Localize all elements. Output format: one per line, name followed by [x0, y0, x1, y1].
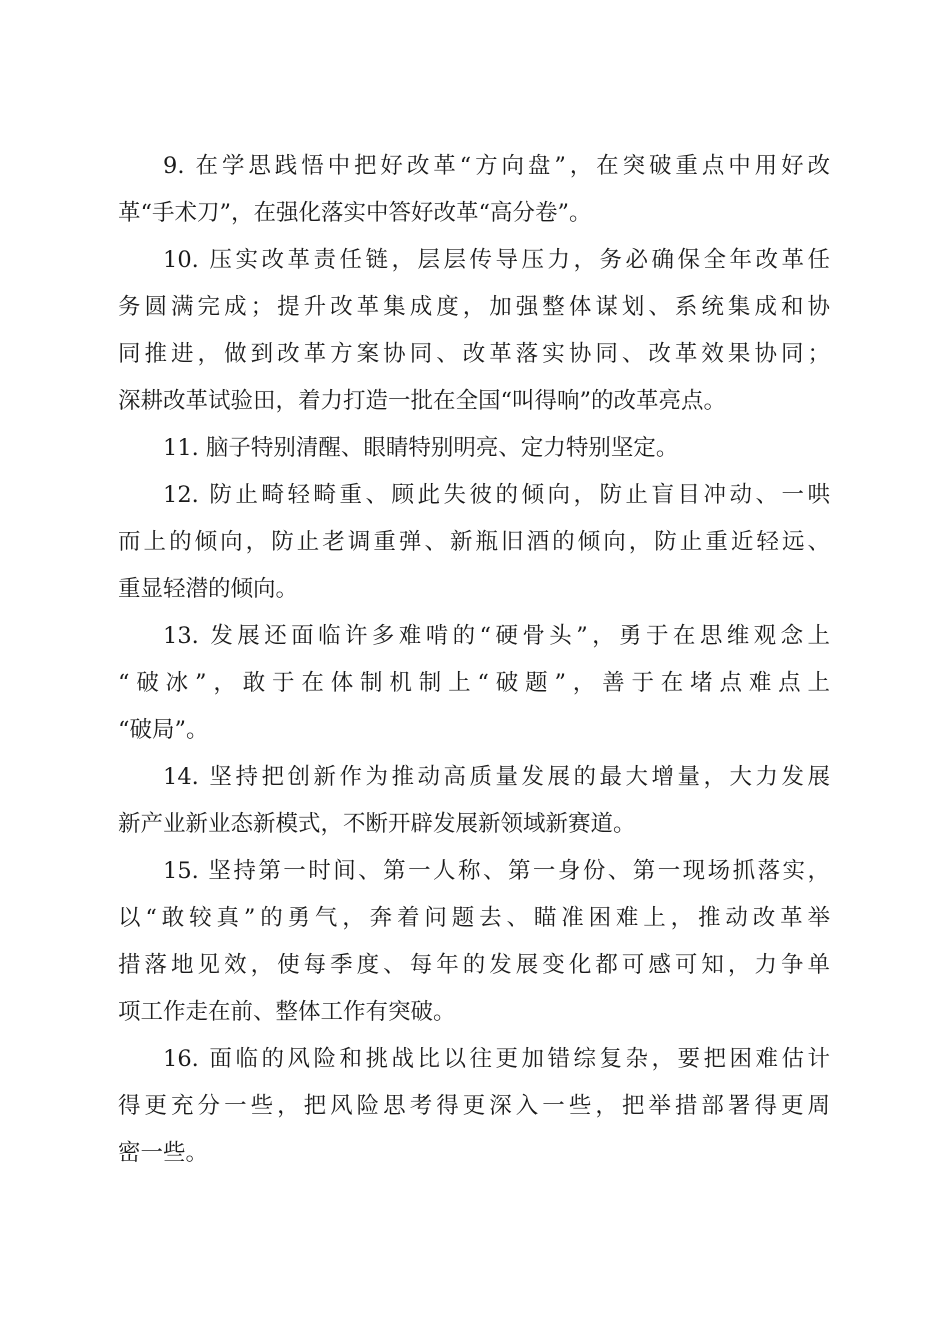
- paragraph-line: 深耕改革试验田，着力打造一批在全国“叫得响”的改革亮点。: [118, 388, 727, 414]
- paragraph-line: 重显轻潜的倾向。: [118, 576, 299, 602]
- document-body: [118, 143, 830, 1177]
- paragraph-line: “破局”。: [118, 717, 209, 743]
- paragraph-line: 措落地见效，使每季度、每年的发展变化都可感可知，力争单: [118, 952, 830, 978]
- paragraph-line: 项工作走在前、整体工作有突破。: [118, 999, 456, 1025]
- paragraph-line: 新产业新业态新模式，不断开辟发展新领域新赛道。: [118, 811, 636, 837]
- paragraph-line: 密一些。: [118, 1140, 209, 1166]
- paragraph-line: 15. 坚持第一时间、第一人称、第一身份、第一现场抓落实，: [163, 858, 830, 884]
- paragraph-line: 14. 坚持把创新作为推动高质量发展的最大增量，大力发展: [163, 764, 830, 790]
- paragraph-16: [118, 1036, 830, 1177]
- paragraph-line: 革“手术刀”，在强化落实中答好改革“高分卷”。: [118, 200, 592, 226]
- paragraph-line: 务圆满完成；提升改革集成度，加强整体谋划、系统集成和协: [118, 294, 830, 320]
- paragraph-14: [118, 754, 830, 848]
- paragraph-9: [118, 143, 830, 237]
- paragraph-line: 10. 压实改革责任链，层层传导压力，务必确保全年改革任: [163, 247, 830, 273]
- paragraph-line: 11. 脑子特别清醒、眼睛特别明亮、定力特别坚定。: [163, 435, 679, 461]
- paragraph-line: 12. 防止畸轻畸重、顾此失彼的倾向，防止盲目冲动、一哄: [163, 482, 830, 508]
- paragraph-11: [118, 425, 830, 472]
- paragraph-line: 9. 在学思践悟中把好改革“方向盘”，在突破重点中用好改: [163, 153, 830, 179]
- paragraph-10: [118, 237, 830, 425]
- paragraph-line: 而上的倾向，防止老调重弹、新瓶旧酒的倾向，防止重近轻远、: [118, 529, 830, 555]
- paragraph-15: [118, 848, 830, 1036]
- paragraph-line: 16. 面临的风险和挑战比以往更加错综复杂，要把困难估计: [163, 1046, 830, 1072]
- paragraph-line: 得更充分一些，把风险思考得更深入一些，把举措部署得更周: [118, 1093, 830, 1119]
- paragraph-line: 同推进，做到改革方案协同、改革落实协同、改革效果协同；: [118, 341, 830, 367]
- paragraph-line: “破冰”，敢于在体制机制上“破题”，善于在堵点难点上: [118, 670, 830, 696]
- paragraph-line: 以“敢较真”的勇气，奔着问题去、瞄准困难上，推动改革举: [118, 905, 830, 931]
- paragraph-12: [118, 472, 830, 613]
- paragraph-13: [118, 613, 830, 754]
- paragraph-line: 13. 发展还面临许多难啃的“硬骨头”，勇于在思维观念上: [163, 623, 830, 649]
